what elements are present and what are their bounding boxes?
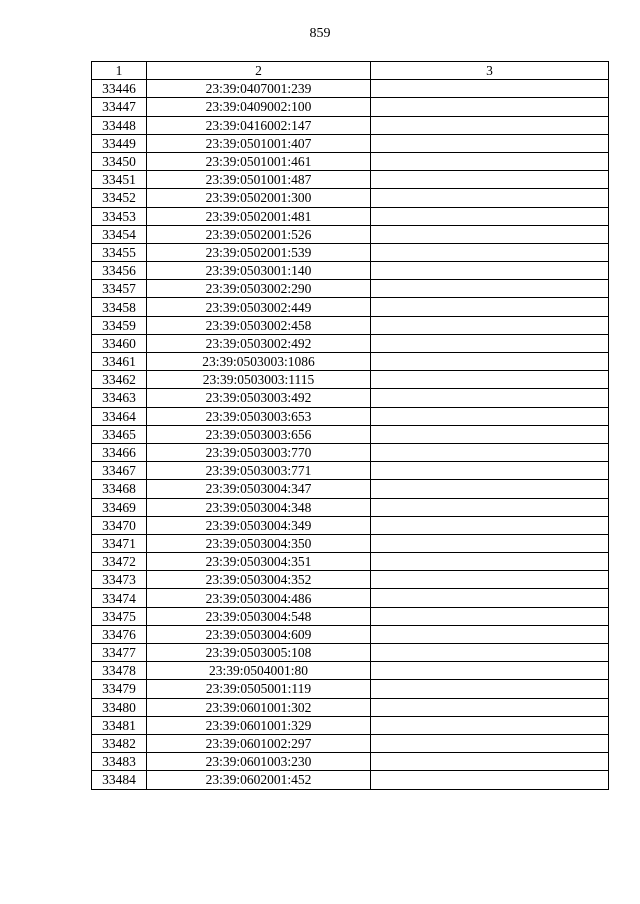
cadastral-number-cell: 23:39:0503002:290 [147,280,371,298]
cadastral-number-cell: 23:39:0503004:548 [147,607,371,625]
row-number-cell: 33469 [92,498,147,516]
notes-cell [371,662,609,680]
row-number-cell: 33466 [92,443,147,461]
row-number-cell: 33473 [92,571,147,589]
notes-cell [371,98,609,116]
notes-cell [371,407,609,425]
cadastral-number-cell: 23:39:0503004:609 [147,625,371,643]
cadastral-number-cell: 23:39:0601003:230 [147,753,371,771]
notes-cell [371,262,609,280]
notes-cell [371,316,609,334]
cadastral-number-cell: 23:39:0503004:350 [147,534,371,552]
row-number-cell: 33452 [92,189,147,207]
cadastral-number-cell: 23:39:0503002:458 [147,316,371,334]
row-number-cell: 33481 [92,716,147,734]
table-row [92,280,609,298]
table-row [92,353,609,371]
table-row [92,571,609,589]
cadastral-number-cell: 23:39:0503003:492 [147,389,371,407]
cadastral-number-cell: 23:39:0601001:302 [147,698,371,716]
row-number-cell: 33449 [92,134,147,152]
row-number-cell: 33478 [92,662,147,680]
row-number-cell: 33470 [92,516,147,534]
table-row [92,243,609,261]
table-row [92,498,609,516]
row-number-cell: 33456 [92,262,147,280]
notes-cell [371,243,609,261]
table-row [92,462,609,480]
notes-cell [371,389,609,407]
notes-cell [371,734,609,752]
table-row [92,389,609,407]
cadastral-number-cell: 23:39:0602001:452 [147,771,371,789]
notes-cell [371,134,609,152]
row-number-cell: 33461 [92,353,147,371]
notes-cell [371,516,609,534]
table-row [92,534,609,552]
cadastral-number-cell: 23:39:0503004:352 [147,571,371,589]
notes-cell [371,625,609,643]
table-row [92,316,609,334]
row-number-cell: 33471 [92,534,147,552]
table-row [92,662,609,680]
table-row [92,116,609,134]
table-row [92,207,609,225]
row-number-cell: 33480 [92,698,147,716]
row-number-cell: 33450 [92,152,147,170]
table-row [92,298,609,316]
cadastral-number-cell: 23:39:0502001:539 [147,243,371,261]
cadastral-number-cell: 23:39:0503004:351 [147,553,371,571]
notes-cell [371,371,609,389]
cadastral-number-cell: 23:39:0601001:329 [147,716,371,734]
column-header-1: 1 [92,62,147,80]
table-row [92,443,609,461]
cadastral-number-cell: 23:39:0601002:297 [147,734,371,752]
row-number-cell: 33477 [92,644,147,662]
table-row [92,589,609,607]
row-number-cell: 33472 [92,553,147,571]
table-row [92,516,609,534]
row-number-cell: 33475 [92,607,147,625]
cadastral-number-cell: 23:39:0503003:656 [147,425,371,443]
table-body [92,80,609,789]
cadastral-number-cell: 23:39:0502001:300 [147,189,371,207]
table-row [92,607,609,625]
notes-cell [371,152,609,170]
row-number-cell: 33464 [92,407,147,425]
registry-table [91,61,609,790]
row-number-cell: 33474 [92,589,147,607]
table-row [92,698,609,716]
row-number-cell: 33460 [92,334,147,352]
row-number-cell: 33446 [92,80,147,98]
notes-cell [371,589,609,607]
notes-cell [371,189,609,207]
cadastral-number-cell: 23:39:0503005:108 [147,644,371,662]
table-row [92,80,609,98]
cadastral-number-cell: 23:39:0501001:407 [147,134,371,152]
notes-cell [371,353,609,371]
row-number-cell: 33448 [92,116,147,134]
row-number-cell: 33457 [92,280,147,298]
table-row [92,734,609,752]
cadastral-number-cell: 23:39:0503002:492 [147,334,371,352]
notes-cell [371,571,609,589]
row-number-cell: 33482 [92,734,147,752]
notes-cell [371,771,609,789]
cadastral-number-cell: 23:39:0505001:119 [147,680,371,698]
table-row [92,189,609,207]
notes-cell [371,298,609,316]
row-number-cell: 33453 [92,207,147,225]
notes-cell [371,534,609,552]
cadastral-number-cell: 23:39:0503003:771 [147,462,371,480]
cadastral-number-cell: 23:39:0407001:239 [147,80,371,98]
table-row [92,480,609,498]
cadastral-number-cell: 23:39:0503004:486 [147,589,371,607]
cadastral-number-cell: 23:39:0501001:461 [147,152,371,170]
table-row [92,225,609,243]
notes-cell [371,334,609,352]
notes-cell [371,80,609,98]
table-row [92,553,609,571]
cadastral-number-cell: 23:39:0504001:80 [147,662,371,680]
row-number-cell: 33467 [92,462,147,480]
row-number-cell: 33479 [92,680,147,698]
cadastral-number-cell: 23:39:0503002:449 [147,298,371,316]
row-number-cell: 33483 [92,753,147,771]
table-row [92,262,609,280]
notes-cell [371,280,609,298]
column-header-2: 2 [147,62,371,80]
row-number-cell: 33465 [92,425,147,443]
row-number-cell: 33463 [92,389,147,407]
table-row [92,716,609,734]
cadastral-number-cell: 23:39:0502001:526 [147,225,371,243]
row-number-cell: 33476 [92,625,147,643]
table-row [92,425,609,443]
notes-cell [371,498,609,516]
cadastral-number-cell: 23:39:0501001:487 [147,171,371,189]
notes-cell [371,425,609,443]
notes-cell [371,607,609,625]
notes-cell [371,225,609,243]
row-number-cell: 33454 [92,225,147,243]
cadastral-number-cell: 23:39:0503003:1115 [147,371,371,389]
cadastral-number-cell: 23:39:0503003:1086 [147,353,371,371]
table-row [92,171,609,189]
notes-cell [371,462,609,480]
table-row [92,644,609,662]
cadastral-number-cell: 23:39:0503003:770 [147,443,371,461]
row-number-cell: 33451 [92,171,147,189]
table-header-row [92,62,609,80]
row-number-cell: 33447 [92,98,147,116]
table-row [92,680,609,698]
notes-cell [371,644,609,662]
table-row [92,753,609,771]
notes-cell [371,116,609,134]
notes-cell [371,207,609,225]
table-row [92,98,609,116]
row-number-cell: 33459 [92,316,147,334]
cadastral-number-cell: 23:39:0503004:349 [147,516,371,534]
notes-cell [371,553,609,571]
cadastral-number-cell: 23:39:0503003:653 [147,407,371,425]
cadastral-number-cell: 23:39:0503004:348 [147,498,371,516]
row-number-cell: 33468 [92,480,147,498]
table-row [92,152,609,170]
page-number: 859 [309,26,331,41]
table-row [92,407,609,425]
column-header-3: 3 [371,62,609,80]
notes-cell [371,698,609,716]
table-row [92,334,609,352]
cadastral-number-cell: 23:39:0409002:100 [147,98,371,116]
cadastral-number-cell: 23:39:0416002:147 [147,116,371,134]
notes-cell [371,480,609,498]
notes-cell [371,716,609,734]
cadastral-number-cell: 23:39:0502001:481 [147,207,371,225]
cadastral-number-cell: 23:39:0503004:347 [147,480,371,498]
table-row [92,134,609,152]
row-number-cell: 33484 [92,771,147,789]
row-number-cell: 33455 [92,243,147,261]
table-row [92,371,609,389]
notes-cell [371,171,609,189]
table-row [92,771,609,789]
row-number-cell: 33462 [92,371,147,389]
notes-cell [371,680,609,698]
notes-cell [371,753,609,771]
table-row [92,625,609,643]
cadastral-number-cell: 23:39:0503001:140 [147,262,371,280]
notes-cell [371,443,609,461]
row-number-cell: 33458 [92,298,147,316]
